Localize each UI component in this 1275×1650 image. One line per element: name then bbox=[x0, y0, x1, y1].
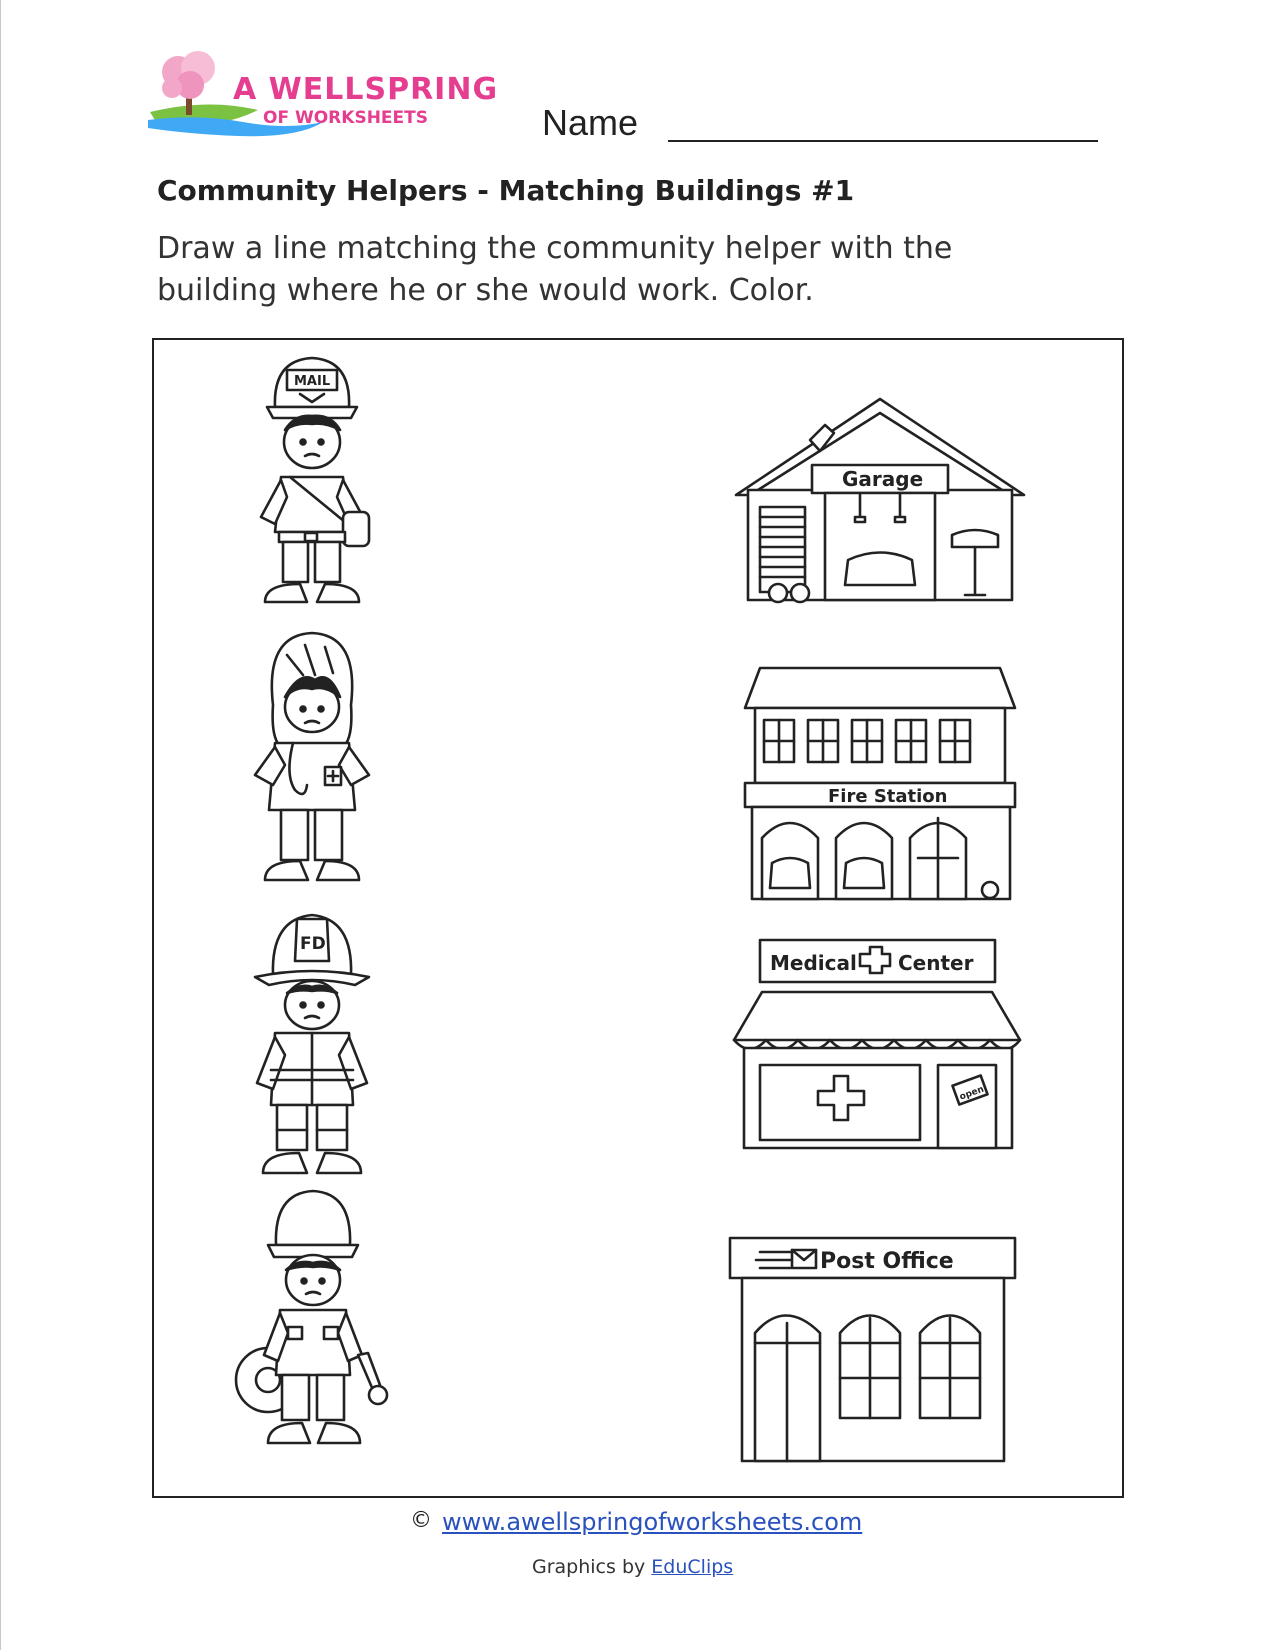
educlips-link[interactable]: EduClips bbox=[651, 1556, 734, 1578]
open-sign: open bbox=[958, 1084, 986, 1103]
garage-building[interactable] bbox=[730, 395, 1030, 605]
copyright-symbol: © bbox=[410, 1508, 432, 1533]
fire-station-sign: Fire Station bbox=[828, 786, 948, 807]
post-office-sign: Post Office bbox=[820, 1249, 954, 1274]
medical-center-building[interactable] bbox=[730, 940, 1025, 1150]
instructions-line-1: Draw a line matching the community helper with the bbox=[157, 231, 953, 266]
firefighter-figure[interactable] bbox=[245, 905, 380, 1185]
logo-title: A WELLSPRING bbox=[233, 72, 499, 107]
mail-carrier-figure[interactable] bbox=[245, 352, 380, 617]
logo-subtitle: OF WORKSHEETS bbox=[263, 108, 428, 128]
medical-sign-left: Medical bbox=[770, 951, 857, 975]
name-label: Name bbox=[542, 102, 639, 143]
garage-sign: Garage bbox=[842, 467, 924, 491]
mail-hat-text: MAIL bbox=[294, 374, 331, 389]
worksheet-title: Community Helpers - Matching Buildings #1 bbox=[157, 174, 855, 207]
fd-hat-text: FD bbox=[300, 934, 326, 954]
doctor-figure[interactable] bbox=[245, 625, 380, 895]
mechanic-figure[interactable] bbox=[228, 1185, 398, 1455]
website-link[interactable]: www.awellspringofworksheets.com bbox=[442, 1508, 863, 1536]
fire-station-building[interactable] bbox=[740, 668, 1020, 903]
page-edge bbox=[0, 0, 1, 1650]
post-office-building[interactable] bbox=[730, 1238, 1015, 1463]
instructions bbox=[157, 228, 1057, 312]
graphics-credits bbox=[532, 1556, 733, 1578]
credits-prefix: Graphics by bbox=[532, 1556, 646, 1578]
medical-sign-right: Center bbox=[898, 951, 974, 975]
name-field-line[interactable] bbox=[668, 140, 1098, 142]
site-logo bbox=[148, 50, 499, 150]
instructions-line-2: building where he or she would work. Color. bbox=[157, 273, 814, 308]
